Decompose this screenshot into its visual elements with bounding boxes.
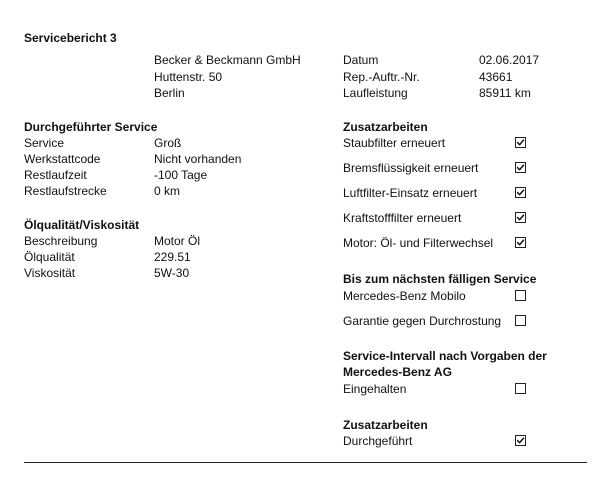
oil-viscosity-value: 5W-30 (154, 266, 190, 280)
service-heading: Durchgeführter Service (24, 120, 158, 134)
meta-date-label: Datum (343, 53, 379, 67)
extras-item-checkbox[interactable] (515, 187, 526, 198)
extras-item-checkbox[interactable] (515, 137, 526, 148)
extras-item-label: Staubfilter erneuert (343, 136, 446, 150)
workshop-code-label: Werkstattcode (24, 152, 101, 166)
meta-order-label: Rep.-Auftr.-Nr. (343, 70, 420, 84)
address-street: Huttenstr. 50 (154, 70, 223, 84)
meta-order-value: 43661 (479, 70, 513, 84)
checkmark-icon (516, 188, 525, 197)
extras-heading: Zusatzarbeiten (343, 120, 428, 134)
checkmark-icon (516, 238, 525, 247)
next-service-item-label: Garantie gegen Durchrostung (343, 314, 502, 328)
service-type-value: Groß (154, 136, 182, 150)
oil-quality-value: 229.51 (154, 250, 191, 264)
service-type-label: Service (24, 136, 65, 150)
remaining-distance-value: 0 km (154, 184, 181, 198)
next-service-item-checkbox[interactable] (515, 290, 526, 301)
address-company: Becker & Beckmann GmbH (154, 53, 301, 67)
checkmark-icon (516, 213, 525, 222)
checkmark-icon (516, 163, 525, 172)
oil-description-value: Motor Öl (154, 234, 201, 248)
interval-heading: Service-Intervall nach Vorgaben der (343, 349, 547, 363)
workshop-code-value: Nicht vorhanden (154, 152, 242, 166)
meta-mileage-label: Laufleistung (343, 86, 408, 100)
extras-item-checkbox[interactable] (515, 212, 526, 223)
oil-heading: Ölqualität/Viskosität (24, 218, 140, 232)
extras-item-checkbox[interactable] (515, 237, 526, 248)
next-service-item-checkbox[interactable] (515, 315, 526, 326)
next-service-heading: Bis zum nächsten fälligen Service (343, 272, 537, 286)
oil-viscosity-label: Viskosität (24, 266, 76, 280)
extras2-heading: Zusatzarbeiten (343, 418, 428, 432)
meta-date-value: 02.06.2017 (479, 53, 540, 67)
bottom-divider (24, 462, 587, 463)
extras-item-label: Luftfilter-Einsatz erneuert (343, 186, 478, 200)
extras2-item-checkbox[interactable] (515, 435, 526, 446)
report-title: Servicebericht 3 (24, 31, 117, 45)
extras-item-label: Kraftstofffilter erneuert (343, 211, 462, 225)
extras-item-label: Motor: Öl- und Filterwechsel (343, 236, 494, 250)
remaining-time-label: Restlaufzeit (24, 168, 87, 182)
extras-item-label: Bremsflüssigkeit erneuert (343, 161, 479, 175)
address-city: Berlin (154, 86, 185, 100)
remaining-time-value: -100 Tage (154, 168, 208, 182)
interval-item-checkbox[interactable] (515, 383, 526, 394)
extras-item-checkbox[interactable] (515, 162, 526, 173)
interval-item-label: Eingehalten (343, 382, 407, 396)
interval-heading-line2: Mercedes-Benz AG (343, 365, 452, 379)
oil-description-label: Beschreibung (24, 234, 98, 248)
extras2-item-label: Durchgeführt (343, 434, 413, 448)
next-service-item-label: Mercedes-Benz Mobilo (343, 289, 466, 303)
checkmark-icon (516, 436, 525, 445)
oil-quality-label: Ölqualität (24, 250, 75, 264)
meta-mileage-value: 85911 km (479, 86, 531, 100)
remaining-distance-label: Restlaufstrecke (24, 184, 107, 198)
checkmark-icon (516, 138, 525, 147)
